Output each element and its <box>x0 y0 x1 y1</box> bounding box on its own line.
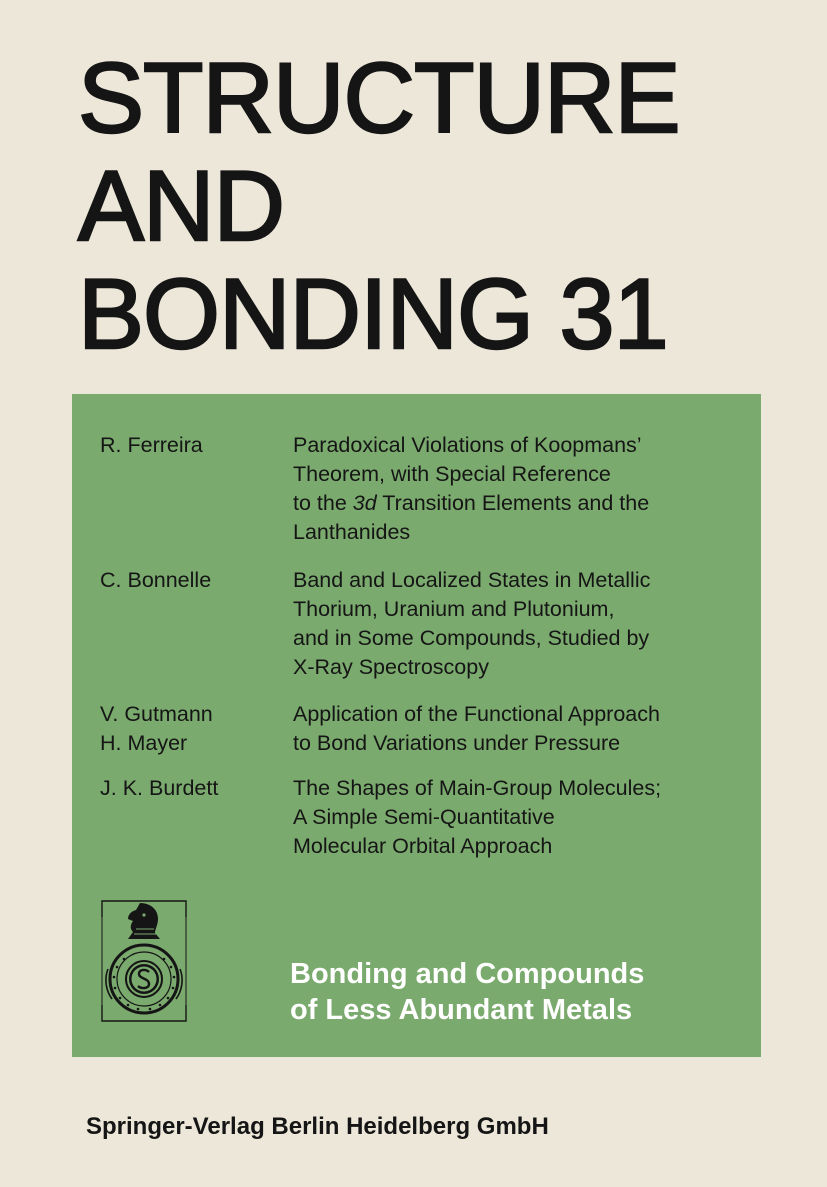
entry-title-line: Theorem, with Special Reference <box>293 462 611 486</box>
entry-title-line: to Bond Variations under Pressure <box>293 731 621 755</box>
series-title-line: AND <box>78 150 285 261</box>
entry-title-line: A Simple Semi-Quantitative <box>293 805 555 829</box>
entry-title-line: Application of the Functional Approach <box>293 702 660 726</box>
entry-title-text: Transition Elements and the <box>376 491 650 515</box>
author-name: V. Gutmann <box>100 702 213 726</box>
author-name: C. Bonnelle <box>100 568 212 592</box>
author-name: J. K. Burdett <box>100 776 219 800</box>
author-name: R. Ferreira <box>100 433 203 457</box>
entry-title-line: Thorium, Uranium and Plutonium, <box>293 597 615 621</box>
volume-title-line: Bonding and Compounds <box>290 958 645 990</box>
entry-authors <box>100 566 211 595</box>
entry-authors <box>100 774 218 803</box>
entry-title-line <box>293 489 649 518</box>
entry-authors <box>100 431 203 460</box>
entry-title <box>293 431 649 547</box>
series-title-line: BONDING 31 <box>78 258 668 369</box>
entry-title-line: and in Some Compounds, Studied by <box>293 626 650 650</box>
entry-title-line: X-Ray Spectroscopy <box>293 655 489 679</box>
series-title-line: STRUCTURE <box>78 42 680 153</box>
entry-title <box>293 774 661 861</box>
entry-title <box>293 700 660 758</box>
entry-title-line: Molecular Orbital Approach <box>293 834 553 858</box>
entry-title-line: The Shapes of Main-Group Molecules; <box>293 776 662 800</box>
volume-title <box>290 956 644 1028</box>
entry-title <box>293 566 650 682</box>
publisher-name: Springer-Verlag Berlin Heidelberg GmbH <box>86 1113 549 1140</box>
author-name: H. Mayer <box>100 731 188 755</box>
entry-title-line: Band and Localized States in Metallic <box>293 568 651 592</box>
entry-authors <box>100 700 213 758</box>
springer-knight-seal-icon <box>100 899 188 1023</box>
volume-title-line: of Less Abundant Metals <box>290 994 633 1026</box>
contents-panel <box>72 394 761 1057</box>
entry-title-line: Paradoxical Violations of Koopmans’ <box>293 433 642 457</box>
entry-title-italic: 3d <box>352 491 377 515</box>
entry-title-text: to the <box>293 491 353 515</box>
entry-title-line: Lanthanides <box>293 520 411 544</box>
series-title <box>78 44 679 368</box>
